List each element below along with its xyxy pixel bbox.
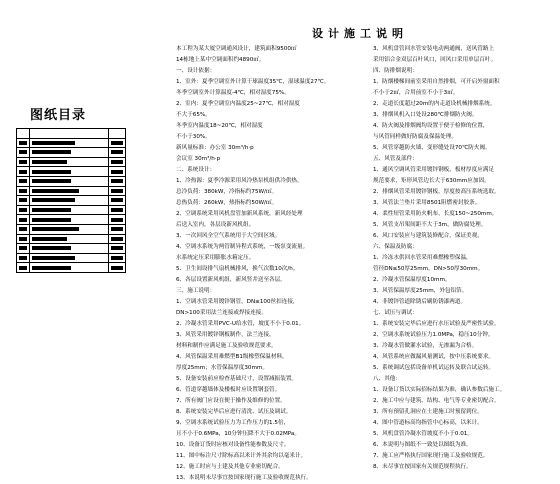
index-name-mark bbox=[32, 256, 75, 260]
note-line: 采用铝合金双层百叶风口，回风口采用单层百叶。 bbox=[373, 57, 497, 63]
note-line: 8、未尽事宜按国家有关规范规程执行。 bbox=[373, 464, 472, 470]
index-name-cell bbox=[30, 215, 109, 225]
index-name-mark bbox=[32, 246, 71, 250]
note-line: 1、设备订货以实际招标结果为准，确认参数后施工。 bbox=[373, 387, 506, 393]
index-name-cell bbox=[30, 263, 109, 273]
index-name-cell bbox=[30, 167, 109, 177]
note-line: 3、风机盘管回水管安装电动两通阀，送风管路上 bbox=[373, 46, 495, 52]
index-sheet-cell bbox=[109, 234, 126, 244]
index-row bbox=[17, 129, 126, 139]
index-number-cell bbox=[17, 244, 30, 254]
note-line: 2、冷凝水管采用PVC-U给水管，坡度不小于0.01。 bbox=[176, 321, 305, 327]
drawing-index-heading: 图纸目录 bbox=[30, 108, 87, 123]
note-line: 13、本说明未尽事宜按国家现行施工及验收规范执行。 bbox=[176, 475, 312, 481]
index-row bbox=[17, 167, 126, 177]
index-number-cell bbox=[17, 186, 30, 196]
note-line: 二、系统设计： bbox=[176, 167, 216, 173]
index-name-mark bbox=[32, 179, 71, 183]
index-row bbox=[17, 215, 126, 225]
note-line: 总冷负荷：380kW，冷指标约75W/㎡。 bbox=[176, 189, 278, 195]
index-sheet-mark bbox=[111, 189, 123, 193]
index-number-cell bbox=[17, 148, 30, 158]
index-number-mark bbox=[19, 237, 27, 241]
index-sheet-mark bbox=[111, 150, 123, 154]
index-sheet-cell bbox=[109, 244, 126, 254]
note-line: 后送入室内，各层设新风机组。 bbox=[176, 222, 255, 228]
index-row bbox=[17, 186, 126, 196]
note-line: 8、系统安装完毕后应进行清洗、试压及调试。 bbox=[176, 409, 292, 415]
note-line: 4、非镀锌管道除锈后刷防锈漆两道。 bbox=[373, 299, 467, 305]
note-line: 水系统定压采用膨胀水箱定压。 bbox=[176, 255, 255, 261]
note-line: 4、风管系统应做漏风量测试，按中压系统要求。 bbox=[373, 354, 495, 360]
index-row bbox=[17, 244, 126, 254]
note-line: 1、冷热源：夏季冷源采用风冷热泵机组供冷供热。 bbox=[176, 178, 303, 184]
note-line: 三、施工说明： bbox=[176, 288, 216, 294]
note-line: 1、空调水管采用镀锌钢管，DN≤100丝扣连接， bbox=[176, 299, 299, 305]
index-name-mark bbox=[32, 266, 71, 270]
index-name-cell bbox=[30, 176, 109, 186]
note-line: 2、冷凝水管保温厚度10mm。 bbox=[373, 277, 451, 283]
note-line: 八、其他： bbox=[373, 376, 401, 382]
index-number-mark bbox=[19, 246, 27, 250]
note-line: 5、卫生间设排气扇机械排风，换气次数10次/h。 bbox=[176, 266, 299, 272]
index-sheet-cell bbox=[109, 205, 126, 215]
index-name-cell bbox=[30, 196, 109, 206]
note-line: 不小于2㎡，合用前室不小于3㎡。 bbox=[373, 90, 459, 96]
index-row bbox=[17, 234, 126, 244]
index-row bbox=[17, 176, 126, 186]
index-number-mark bbox=[19, 189, 27, 193]
note-line: 五、风管及部件： bbox=[373, 156, 418, 162]
note-line: 3、排烟风机入口处设280℃排烟防火阀。 bbox=[373, 112, 478, 118]
note-line: 3、风管保温厚度25mm，外包铝箔。 bbox=[373, 288, 468, 294]
note-line: 3、风管法兰垫片采用8501阻燃密封胶条。 bbox=[373, 200, 481, 206]
index-number-cell bbox=[17, 176, 30, 186]
index-name-cell bbox=[30, 205, 109, 215]
index-name-mark bbox=[32, 227, 79, 231]
index-sheet-mark bbox=[111, 218, 123, 222]
note-line: 6、风口安装应与建筑装修配合，保证美观。 bbox=[373, 233, 483, 239]
index-sheet-cell bbox=[109, 186, 126, 196]
note-line: 本工程为某大厦空调通风设计，建筑面积9500㎡ bbox=[176, 46, 297, 52]
note-line: 7、施工应严格执行国家现行施工及验收规范。 bbox=[373, 453, 489, 459]
index-name-cell bbox=[30, 253, 109, 263]
index-sheet-mark bbox=[111, 266, 123, 270]
note-line: 5、风机盘管冷凝水管坡度不小于0.01。 bbox=[373, 431, 473, 437]
note-line: 10、设备订货时应核对设备性能参数及尺寸。 bbox=[176, 442, 290, 448]
index-number-mark bbox=[19, 141, 27, 145]
drawing-index-body bbox=[17, 129, 126, 273]
index-name-mark bbox=[32, 198, 75, 202]
note-line: 七、试压与调试： bbox=[373, 310, 418, 316]
index-name-cell bbox=[30, 157, 109, 167]
note-line: 1、系统安装完毕后应进行水压试验及严密性试验。 bbox=[373, 321, 500, 327]
index-sheet-cell bbox=[109, 157, 126, 167]
index-name-cell bbox=[30, 148, 109, 158]
note-line: 11、图中标注尺寸除标高以米计外其余均以毫米计。 bbox=[176, 453, 307, 459]
note-line: 4、防火阀及排烟阀均设置于便于检修的位置， bbox=[373, 123, 489, 129]
note-line: 与风管同样做好防腐及保温处理。 bbox=[373, 134, 457, 140]
note-line: 14栋地上某中空调面积约4890㎡。 bbox=[176, 57, 265, 63]
index-sheet-mark bbox=[111, 141, 123, 145]
index-sheet-mark bbox=[111, 256, 123, 260]
note-line: 总热负荷：260kW，热指标约50W/㎡。 bbox=[176, 200, 278, 206]
drawing-index-table bbox=[16, 128, 126, 273]
index-name-mark bbox=[32, 218, 71, 222]
index-name-cell bbox=[30, 186, 109, 196]
index-number-cell bbox=[17, 263, 30, 273]
note-line: 2、室内：夏季空调室内温度25~27℃，相对湿度 bbox=[176, 101, 300, 107]
note-line: 一、设计依据： bbox=[176, 68, 216, 74]
index-sheet-mark bbox=[111, 227, 123, 231]
index-number-mark bbox=[19, 218, 27, 222]
index-name-mark bbox=[32, 237, 67, 241]
index-number-mark bbox=[19, 160, 27, 164]
index-sheet-cell bbox=[109, 215, 126, 225]
index-sheet-cell bbox=[109, 263, 126, 273]
index-number-cell bbox=[17, 196, 30, 206]
index-sheet-cell bbox=[109, 129, 126, 139]
index-number-cell bbox=[17, 215, 30, 225]
index-row bbox=[17, 205, 126, 215]
index-number-cell bbox=[17, 205, 30, 215]
index-sheet-mark bbox=[111, 160, 123, 164]
note-line: 冬季室内温度18~20℃，相对湿度 bbox=[176, 123, 263, 129]
note-line: 管径DN≤50厚25mm，DN>50厚30mm。 bbox=[373, 266, 484, 272]
note-line: 1、冷冻水供回水管采用难燃橡塑保温， bbox=[373, 255, 472, 261]
index-sheet-cell bbox=[109, 253, 126, 263]
note-line: 3、冷凝水管做灌水试验，无渗漏为合格。 bbox=[373, 343, 478, 349]
note-line: 4、图中管道标高均指管中心标高，以米计。 bbox=[373, 420, 483, 426]
index-name-mark bbox=[32, 160, 67, 164]
index-row bbox=[17, 263, 126, 273]
note-line: 规范要求，矩形风管边长大于630mm应加固。 bbox=[373, 178, 490, 184]
index-number-mark bbox=[19, 179, 27, 183]
note-line: 2、排烟风管采用镀锌钢板，厚度按高压系统选取。 bbox=[373, 189, 500, 195]
index-sheet-mark bbox=[111, 198, 123, 202]
notes-column-right bbox=[373, 44, 551, 473]
note-line: DN>100采用法兰连接或焊接连接。 bbox=[176, 310, 267, 316]
note-line: 9、空调水系统试验压力为工作压力的1.5倍， bbox=[176, 420, 290, 426]
index-number-cell bbox=[17, 253, 30, 263]
note-line: 4、空调水系统为两管制异程式系统，一级泵变流量。 bbox=[176, 244, 309, 250]
note-line: 1、室外：夏季空调室外计算干球温度35℃，湿球温度27℃。 bbox=[176, 79, 330, 85]
note-line: 2、空调水系统试验压力1.0MPa，稳压10分钟。 bbox=[373, 332, 494, 338]
index-sheet-mark bbox=[111, 237, 123, 241]
index-row bbox=[17, 224, 126, 234]
index-number-mark bbox=[19, 198, 27, 202]
index-sheet-cell bbox=[109, 148, 126, 158]
index-number-mark bbox=[19, 208, 27, 212]
note-line: 3、风管采用镀锌钢板制作，法兰连接， bbox=[176, 332, 275, 338]
note-line: 新风量标准：办公室 30m³/h·p bbox=[176, 145, 254, 151]
note-line: 不大于65%。 bbox=[176, 112, 211, 118]
index-name-mark bbox=[32, 141, 75, 145]
note-line: 3、一次回风全空气系统用于大空间区域。 bbox=[176, 233, 281, 239]
note-line: 六、保温及防腐： bbox=[373, 244, 418, 250]
index-name-mark bbox=[32, 208, 71, 212]
index-name-cell bbox=[30, 224, 109, 234]
index-number-cell bbox=[17, 167, 30, 177]
note-line: 厚度25mm；水管保温厚度30mm。 bbox=[176, 365, 268, 371]
index-number-cell bbox=[17, 129, 30, 139]
index-row bbox=[17, 196, 126, 206]
index-row bbox=[17, 157, 126, 167]
note-line: 5、系统调试包括设备单机试运转及联合试运转。 bbox=[373, 365, 495, 371]
index-number-cell bbox=[17, 234, 30, 244]
note-line: 且不小于0.6MPa，10分钟压降不大于0.02MPa。 bbox=[176, 431, 300, 437]
index-number-mark bbox=[19, 256, 27, 260]
page-title: 设计施工说明 bbox=[312, 27, 408, 40]
index-sheet-mark bbox=[111, 246, 123, 250]
note-line: 1、通风空调风管采用镀锌钢板，板材厚度应满足 bbox=[373, 167, 495, 173]
note-line: 2、施工中应与建筑、结构、电气等专业密切配合。 bbox=[373, 398, 500, 404]
note-line: 4、柔性短管采用防火帆布，长度150~250mm。 bbox=[373, 211, 498, 217]
index-sheet-cell bbox=[109, 224, 126, 234]
index-name-cell bbox=[30, 234, 109, 244]
index-number-mark bbox=[19, 170, 27, 174]
note-line: 6、本说明与图纸不一致处以图纸为准。 bbox=[373, 442, 472, 448]
index-sheet-mark bbox=[111, 170, 123, 174]
index-name-cell bbox=[30, 129, 109, 139]
note-line: 四、防排烟说明： bbox=[373, 68, 418, 74]
note-line: 材料和制作应满足施工及验收规范要求。 bbox=[176, 343, 277, 349]
note-line: 5、风管穿越防火墙、变形缝处设70℃防火阀。 bbox=[373, 145, 491, 151]
index-name-mark bbox=[32, 170, 71, 174]
index-name-cell bbox=[30, 138, 109, 148]
index-number-cell bbox=[17, 138, 30, 148]
index-name-mark bbox=[32, 189, 79, 193]
index-number-mark bbox=[19, 150, 27, 154]
index-number-cell bbox=[17, 157, 30, 167]
index-number-cell bbox=[17, 224, 30, 234]
index-sheet-cell bbox=[109, 176, 126, 186]
note-line: 不小于30%。 bbox=[176, 134, 211, 140]
note-line: 2、走道长度超过20m的内走道设机械排烟系统。 bbox=[373, 101, 496, 107]
note-line: 会议室 30m³/h·p bbox=[176, 156, 221, 162]
notes-column-left bbox=[176, 44, 346, 484]
index-number-mark bbox=[19, 266, 27, 270]
index-sheet-mark bbox=[111, 208, 123, 212]
index-name-cell bbox=[30, 244, 109, 254]
note-line: 4、风管保温采用难燃型B1级橡塑保温材料， bbox=[176, 354, 288, 360]
note-line: 5、风管支吊架间距不大于3m，做防腐处理。 bbox=[373, 222, 487, 228]
index-sheet-cell bbox=[109, 196, 126, 206]
note-line: 7、所有阀门应设在便于操作及维修的位置。 bbox=[176, 398, 286, 404]
index-row bbox=[17, 148, 126, 158]
index-name-mark bbox=[32, 150, 71, 154]
index-sheet-cell bbox=[109, 138, 126, 148]
index-row bbox=[17, 253, 126, 263]
index-row bbox=[17, 138, 126, 148]
index-number-mark bbox=[19, 227, 27, 231]
note-line: 5、设备安装前应检查基础尺寸，设置减振装置。 bbox=[176, 376, 298, 382]
index-sheet-mark bbox=[111, 179, 123, 183]
note-line: 2、空调系统采用风机盘管加新风系统，新风经处理 bbox=[176, 211, 303, 217]
note-line: 6、各层设置新风机组，新风竖井送至各层。 bbox=[176, 277, 286, 283]
note-line: 3、所有预留孔洞应在土建施工时预留到位。 bbox=[373, 409, 483, 415]
note-line: 1、防烟楼梯间前室采用自然排烟，可开启外窗面积 bbox=[373, 79, 500, 85]
note-line: 6、管道穿越墙体及楼板时应设置钢套管。 bbox=[176, 387, 281, 393]
note-line: 12、施工时应与土建及其他专业密切配合。 bbox=[176, 464, 284, 470]
index-sheet-cell bbox=[109, 167, 126, 177]
note-line: 冬季空调室外计算温度-4℃，相对湿度75%。 bbox=[176, 90, 290, 96]
